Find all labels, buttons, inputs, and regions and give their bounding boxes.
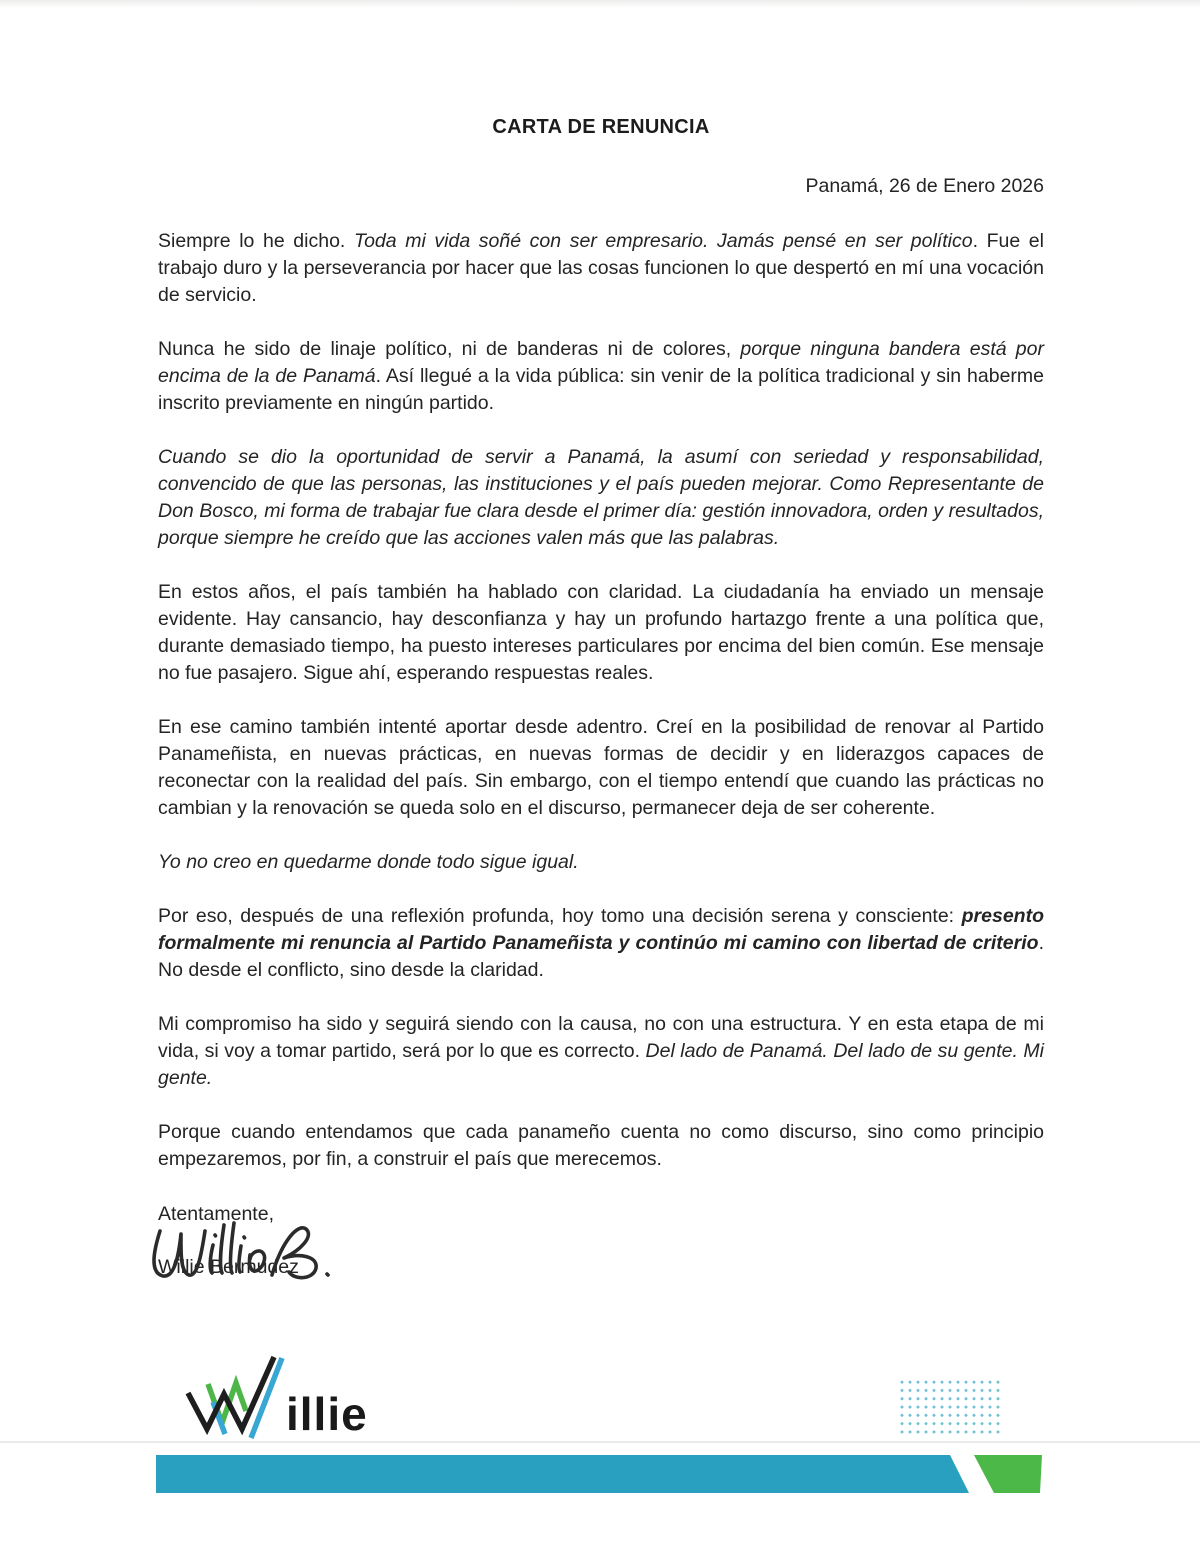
letter-body: [158, 0, 1044, 1281]
paragraph-2-segment: Nunca he sido de linaje político, ni de banderas ni de colores,: [158, 338, 741, 360]
paragraph-1-segment: Siempre lo he dicho.: [158, 230, 354, 252]
willie-logo: [175, 1340, 405, 1450]
signer-name: Willie Bermudez: [158, 1256, 299, 1278]
paragraph-2-segment: . Así llegué a la vida pública: sin venir de la política tradicional y sin haberme inscrito previamente en ningún partido.: [158, 365, 1045, 414]
paragraph-4: [158, 579, 1044, 687]
footer-bar-teal-shape: [156, 1455, 969, 1493]
footer-bar-green-shape: [974, 1455, 1042, 1493]
paragraph-5-segment: En ese camino también intenté aportar desde adentro. Creí en la posibilidad de renovar al Partido Panameñista, en nuevas prácticas, en nuevas formas de decidir y en liderazgos capaces de reconectar con la realidad del país. Sin embargo, con el tiempo entendí que cuando las prácticas no cambian y la renovación se queda solo en el discurso, permanecer deja de ser coherente.: [158, 716, 1044, 819]
paragraph-2: [158, 336, 1044, 417]
paragraph-7-bold-italic-segment: presento formalmente mi renuncia al Partido Panameñista y continúo mi camino con libertad de criterio: [158, 905, 1044, 954]
paragraph-1-italic-segment: Toda mi vida soñé con ser empresario. Jamás pensé en ser político: [353, 230, 973, 252]
paragraph-7-segment: . No desde el conflicto, sino desde la claridad.: [158, 932, 1044, 981]
paragraph-3-segment: Cuando se dio la oportunidad de servir a Panamá, la asumí con seriedad y responsabilidad, convencido de que las personas, las instituciones y el país pueden mejorar. Como Representante de Don Bosco, mi forma de trabajar fue clara desde el primer día: gestión innovadora, orden y resultados, porque siempre he creído que las acciones valen más que las palabras.: [158, 446, 1044, 549]
letter-title: CARTA DE RENUNCIA: [492, 116, 710, 138]
paragraph-7: [158, 903, 1044, 984]
paragraph-8-italic-segment: Del lado de Panamá. Del lado de su gente. Mi gente.: [158, 1040, 1044, 1089]
paragraph-2-italic-segment: porque ninguna bandera está por encima de la de Panamá: [158, 338, 1044, 387]
footer-bar: [156, 1455, 1042, 1493]
paragraph-4-segment: En estos años, el país también ha hablado con claridad. La ciudadanía ha enviado un mensaje evidente. Hay cansancio, hay desconfianza y hay un profundo hartazgo frente a una política que, durante demasiado tiempo, ha puesto intereses particulares por encima del bien común. Ese mensaje no fue pasajero. Sigue ahí, esperando respuestas reales.: [158, 581, 1044, 684]
paragraph-1: [158, 228, 1044, 309]
paragraph-7-segment: Por eso, después de una reflexión profunda, hoy tomo una decisión serena y consciente:: [158, 905, 962, 927]
paragraph-9-segment: Porque cuando entendamos que cada panameño cuenta no como discurso, sino como principio empezaremos, por fin, a construir el país que merecemos.: [158, 1121, 1044, 1170]
paragraph-5: [158, 714, 1044, 822]
paragraph-3: [158, 444, 1044, 552]
paragraph-6: [158, 849, 1044, 876]
paragraph-6-segment: Yo no creo en quedarme donde todo sigue igual.: [158, 851, 579, 873]
paragraph-1-segment: . Fue el trabajo duro y la perseverancia por hacer que las cosas funcionen lo que despertó en mí una vocación de servicio.: [158, 230, 1044, 306]
paragraph-8-segment: Mi compromiso ha sido y seguirá siendo con la causa, no con una estructura. Y en esta etapa de mi vida, si voy a tomar partido, será por lo que es correcto.: [158, 1013, 1044, 1062]
letter-date: Panamá, 26 de Enero 2026: [805, 175, 1044, 197]
paragraph-9: [158, 1119, 1044, 1173]
paragraph-8: [158, 1011, 1044, 1092]
closing-salutation: Atentamente,: [158, 1203, 274, 1225]
logo-wordmark-text: illie: [286, 1388, 368, 1440]
dot-pattern-decoration: [898, 1378, 1002, 1436]
closing-block: [158, 1201, 1044, 1281]
